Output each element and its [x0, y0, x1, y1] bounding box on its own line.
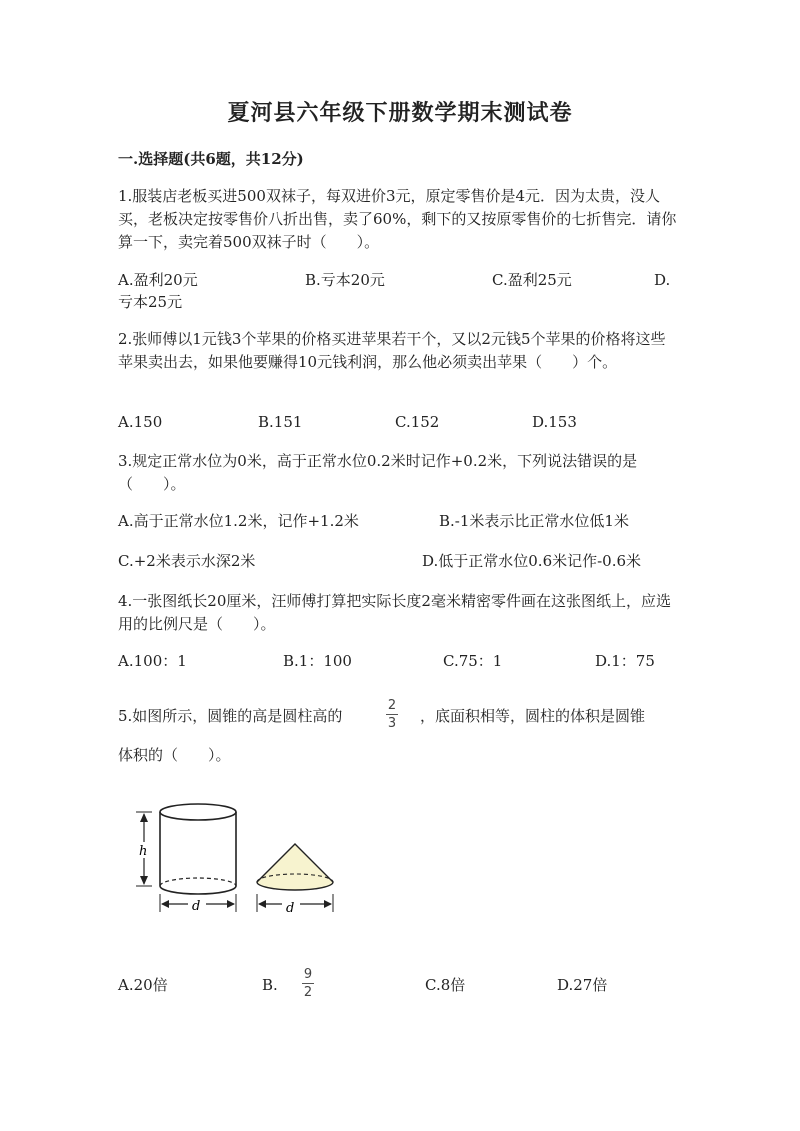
question-3-option-a[interactable]: A.高于正常水位1.2米，记作+1.2米: [118, 512, 359, 530]
question-4-option-b[interactable]: B.1：100: [283, 652, 352, 670]
page-title: 夏河县六年级下册数学期末测试卷: [227, 100, 573, 126]
question-5-option-a[interactable]: A.20倍: [118, 976, 168, 994]
question-1-option-b[interactable]: B.亏本20元: [305, 271, 385, 289]
fraction-bar: [302, 983, 314, 984]
height-label: h: [139, 844, 148, 859]
fraction-numerator: 9: [303, 967, 313, 982]
question-5-fraction: [386, 698, 398, 731]
question-3-option-b[interactable]: B.-1米表示比正常水位低1米: [439, 512, 629, 530]
question-5-text-line2: 体积的（ ）。: [118, 746, 231, 764]
question-2-option-a[interactable]: A.150: [118, 413, 163, 431]
question-3-text: 3.规定正常水位为0米，高于正常水位0.2米时记作+0.2米，下列说法错误的是（ ）。: [118, 452, 638, 493]
cone-shape: [257, 844, 333, 890]
question-2-text: 2.张师傅以1元钱3个苹果的价格买进苹果若干个，又以2元钱5个苹果的价格将这些苹果卖出去，如果他要赚得10元钱利润，那么他必须卖出苹果（ ）个。: [118, 330, 666, 371]
question-4-option-a[interactable]: A.100：1: [118, 652, 187, 670]
cone-diameter-label: d: [286, 901, 295, 916]
question-3-option-d[interactable]: D.低于正常水位0.6米记作-0.6米: [422, 552, 642, 570]
question-5-text-continued: ，底面积相等，圆柱的体积是圆锥: [420, 707, 646, 725]
question-5-option-c[interactable]: C.8倍: [425, 976, 466, 994]
cylinder-diameter-label: d: [192, 899, 201, 914]
question-4-option-d[interactable]: D.1：75: [595, 652, 655, 670]
question-1-option-a[interactable]: A.盈利20元: [118, 271, 198, 289]
fraction-denominator: 3: [387, 716, 397, 731]
question-1-text: 1.服装店老板买进500双袜子，每双进价3元，原定零售价是4元．因为太贵，没人买，老板决定按零售价八折出售，卖了60%，剩下的又按原零售价的七折售完．请你算一下，卖完着500双袜子时（ ）。: [118, 187, 677, 251]
fraction-bar: [386, 714, 398, 715]
question-2-option-c[interactable]: C.152: [395, 413, 440, 431]
question-5-option-b[interactable]: B.: [262, 976, 278, 994]
section-heading: 一.选择题(共6题，共12分): [118, 150, 304, 168]
question-4-text: 4.一张图纸长20厘米，汪师傅打算把实际长度2毫米精密零件画在这张图纸上，应选用的比例尺是（ ）。: [118, 592, 671, 633]
question-3-option-c[interactable]: C.+2米表示水深2米: [118, 552, 256, 570]
question-5-text: 5.如图所示，圆锥的高是圆柱高的: [118, 707, 343, 725]
cylinder-cone-figure: [124, 798, 364, 923]
fraction-denominator: 2: [303, 985, 313, 1000]
question-5-option-b-fraction[interactable]: [302, 967, 314, 1000]
question-2-option-d[interactable]: D.153: [532, 413, 577, 431]
question-1-option-c[interactable]: C.盈利25元: [492, 271, 572, 289]
question-5-option-d[interactable]: D.27倍: [557, 976, 608, 994]
question-4-option-c[interactable]: C.75：1: [443, 652, 503, 670]
question-2-option-b[interactable]: B.151: [258, 413, 303, 431]
cone-diameter-arrow: [257, 894, 333, 912]
question-1-option-d[interactable]: D.: [654, 271, 671, 289]
question-1-option-d-text[interactable]: 亏本25元: [118, 293, 183, 311]
cylinder-shape: [160, 804, 236, 894]
fraction-numerator: 2: [387, 698, 397, 713]
